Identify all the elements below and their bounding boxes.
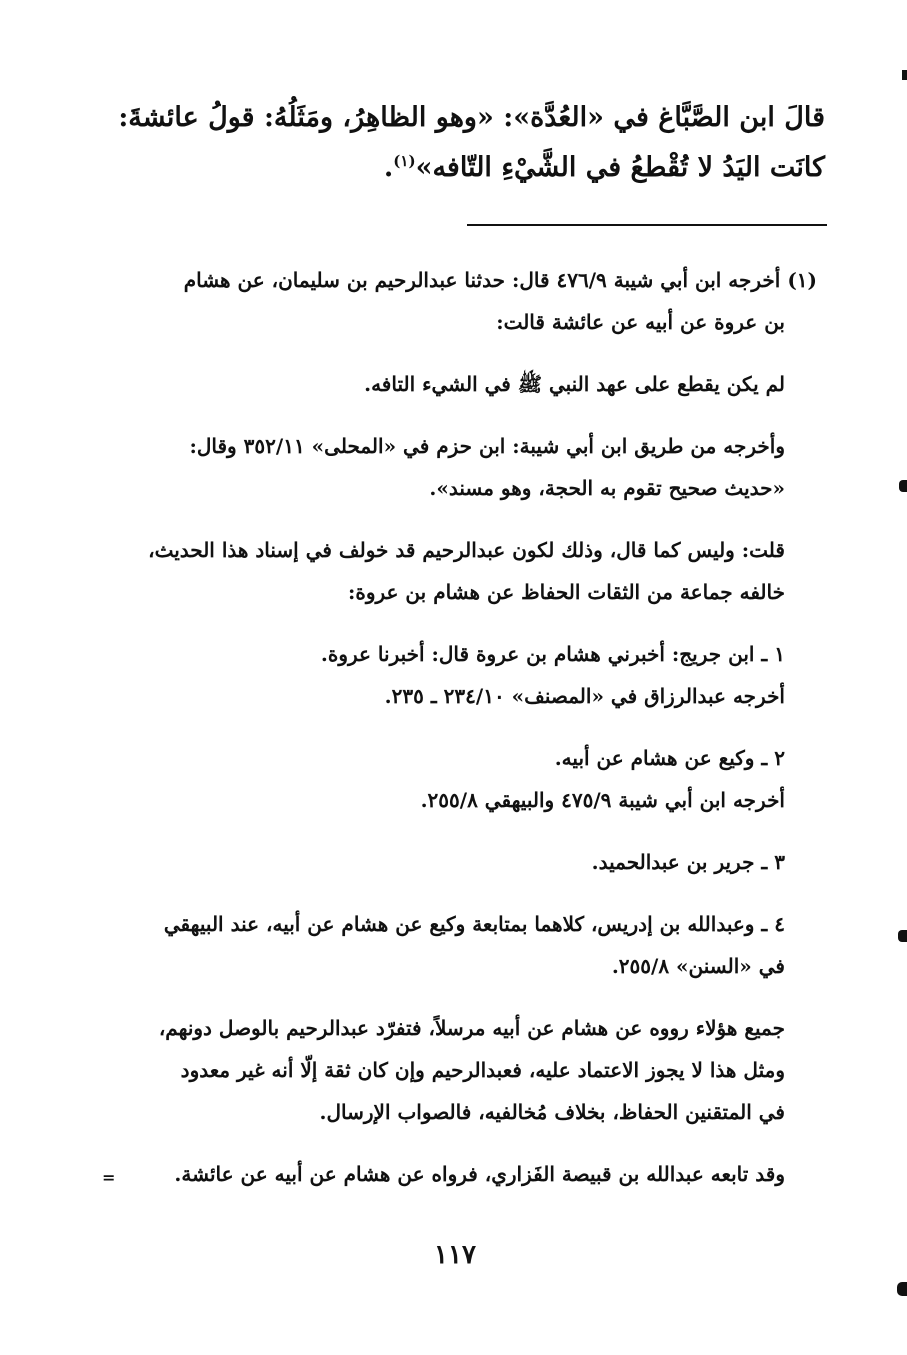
item-2-line-2: أخرجه ابن أبي شيبة ٤٧٥/٩ والبيهقي ٢٥٥/٨. xyxy=(420,788,785,812)
main-text-line-1: قالَ ابن الصَّبَّاغ في «العُدَّة»: «وهو الظاهِرُ، ومَثَلُهُ: قولُ عائشةَ: xyxy=(118,102,825,133)
jami-line-1: جميع هؤلاء رووه عن هشام عن أبيه مرسلاً، فتفرّد عبدالرحيم بالوصل دونهم، xyxy=(158,1016,785,1040)
ibn-hazm-line-1: وأخرجه من طريق ابن أبي شيبة: ابن حزم في «المحلى» ٣٥٢/١١ وقال: xyxy=(189,434,785,458)
jami-line-3: في المتقنين الحفاظ، بخلاف مُخالفيه، فالصواب الإرسال. xyxy=(319,1100,785,1124)
item-2-line-1: ٢ ـ وكيع عن هشام عن أبيه. xyxy=(554,746,785,770)
item-4-line-1: ٤ ـ وعبدالله بن إدريس، كلاهما بمتابعة وكيع عن هشام عن أبيه، عند البيهقي xyxy=(163,912,785,936)
continuation-mark: = xyxy=(102,1168,116,1187)
main-text-line-2 xyxy=(384,152,825,183)
scan-edge-mark xyxy=(898,930,907,942)
scan-edge-mark xyxy=(897,1282,907,1296)
jami-line-2: ومثل هذا لا يجوز الاعتماد عليه، فعبدالرحيم وإن كان ثقة إلّا أنه غير معدود xyxy=(180,1058,785,1082)
qultu-line-2: خالفه جماعة من الثقات الحفاظ عن هشام بن عروة: xyxy=(347,580,785,604)
main-text-line-2-body: كانَت اليَدُ لا تُقْطعُ في الشَّيْءِ التّافه» xyxy=(415,152,825,183)
hadith-quote: لم يكن يقطع على عهد النبي ﷺ في الشيء التافه. xyxy=(364,372,785,396)
scan-edge-mark xyxy=(902,70,907,80)
footnote-ref: (١) xyxy=(393,152,416,170)
item-4-line-2: في «السنن» ٢٥٥/٨. xyxy=(611,954,785,978)
ibn-hazm-line-2: «حديث صحيح تقوم به الحجة، وهو مسند». xyxy=(429,476,785,500)
item-1-line-2: أخرجه عبدالرزاق في «المصنف» ٢٣٤/١٠ ـ ٢٣٥. xyxy=(384,684,785,708)
qultu-line-1: قلت: وليس كما قال، وذلك لكون عبدالرحيم قد خولف في إسناد هذا الحديث، xyxy=(148,538,785,562)
footnote-1-line-1: (١) أخرجه ابن أبي شيبة ٤٧٦/٩ قال: حدثنا عبدالرحيم بن سليمان، عن هشام xyxy=(183,268,817,292)
last-line: وقد تابعه عبدالله بن قبيصة الفَزاري، فرواه عن هشام عن أبيه عن عائشة. xyxy=(174,1162,785,1186)
scan-edge-mark xyxy=(899,480,907,492)
item-1-line-1: ١ ـ ابن جريج: أخبرني هشام بن عروة قال: أخبرنا عروة. xyxy=(320,642,785,666)
page-number: ١١٧ xyxy=(434,1240,476,1270)
main-text-line-2-end: . xyxy=(383,152,394,183)
footnote-divider xyxy=(467,224,827,226)
footnote-1-line-2: بن عروة عن أبيه عن عائشة قالت: xyxy=(496,310,785,334)
item-3-line-1: ٣ ـ جرير بن عبدالحميد. xyxy=(591,850,785,874)
